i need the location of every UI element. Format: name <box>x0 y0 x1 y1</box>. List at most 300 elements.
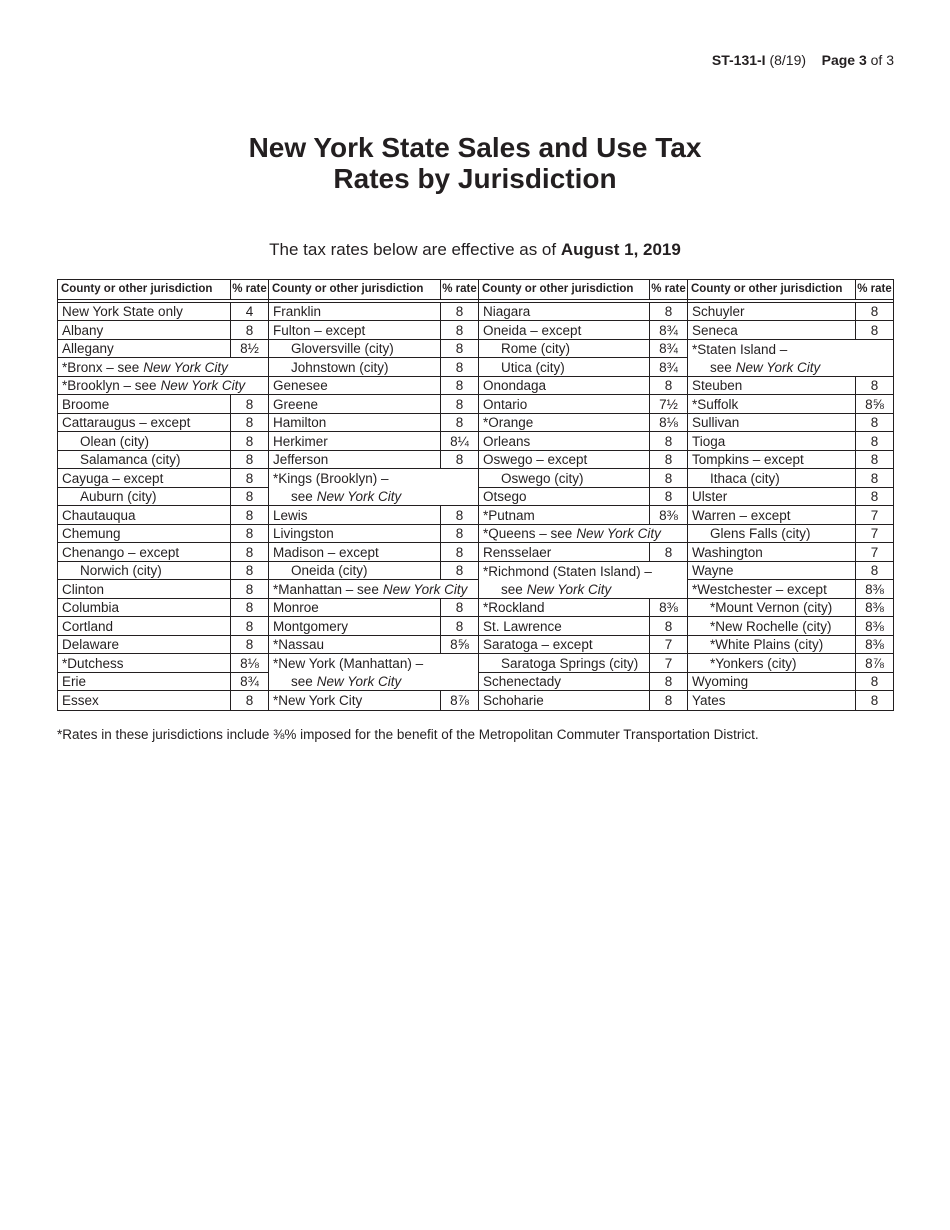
jurisdiction-name <box>58 691 230 710</box>
jurisdiction-name <box>479 636 649 654</box>
jurisdiction-label: *Dutchess <box>62 655 124 671</box>
jurisdiction-name <box>58 562 230 580</box>
jurisdiction-name <box>58 358 268 376</box>
jurisdiction-name <box>688 414 855 432</box>
title-line-1: New York State Sales and Use Tax <box>248 132 702 163</box>
rate-value: 8 <box>440 562 478 580</box>
jurisdiction-name <box>688 654 855 672</box>
table-row <box>688 358 893 377</box>
jurisdiction-label: Hamilton <box>273 415 327 431</box>
rate-value: 8 <box>230 599 268 617</box>
jurisdiction-label: *Richmond (Staten Island) – <box>483 563 652 579</box>
rate-value: 8 <box>440 303 478 321</box>
rate-value: 8 <box>649 451 687 469</box>
table-row <box>269 617 478 636</box>
jurisdiction-label: Johnstown (city) <box>291 359 389 375</box>
jurisdiction-label: *Westchester – except <box>692 581 827 597</box>
jurisdiction-name <box>479 488 649 506</box>
jurisdiction-label: see <box>710 359 732 375</box>
jurisdiction-label: Schuyler <box>692 304 745 320</box>
jurisdiction-label: Broome <box>62 396 110 412</box>
jurisdiction-name <box>269 469 478 488</box>
jurisdiction-name <box>269 654 478 673</box>
jurisdiction-name <box>269 691 440 710</box>
rate-value: 7 <box>855 525 893 543</box>
see-reference: New York City <box>316 489 402 505</box>
jurisdiction-label: Niagara <box>483 304 531 320</box>
footnote: *Rates in these jurisdictions include ⅜% imposed for the benefit of the Metropolitan Commuter Transportation District. <box>57 727 759 742</box>
table-row <box>58 377 268 396</box>
rate-value: 8⅞ <box>440 691 478 710</box>
jurisdiction-label: Clinton <box>62 581 105 597</box>
jurisdiction-label: Salamanca (city) <box>80 452 181 468</box>
jurisdiction-name <box>688 377 855 395</box>
table-row <box>58 358 268 377</box>
table-row <box>58 303 268 322</box>
jurisdiction-name <box>688 451 855 469</box>
table-row <box>479 580 687 599</box>
table-row <box>269 673 478 692</box>
table-row <box>58 691 268 710</box>
jurisdiction-label: Onondaga <box>483 378 547 394</box>
jurisdiction-label: New York State only <box>62 304 183 320</box>
table-row <box>269 395 478 414</box>
rate-value: 8 <box>440 543 478 561</box>
jurisdiction-label: *New York City <box>273 693 363 709</box>
table-row <box>688 673 893 692</box>
rate-value: 8 <box>230 321 268 339</box>
jurisdiction-name <box>688 488 855 506</box>
column-header <box>479 280 687 300</box>
table-row <box>688 636 893 655</box>
jurisdiction-name <box>58 432 230 450</box>
jurisdiction-label: Rome (city) <box>501 341 571 357</box>
rate-value: 8 <box>440 599 478 617</box>
jurisdiction-name <box>269 617 440 635</box>
rate-value: 8 <box>649 469 687 487</box>
table-row <box>479 654 687 673</box>
jurisdiction-label: *Queens – see <box>483 526 573 542</box>
page-label: Page 3 <box>821 52 867 68</box>
column-header <box>58 280 268 300</box>
jurisdiction-label: Ulster <box>692 489 728 505</box>
table-row <box>688 580 893 599</box>
see-reference: New York City <box>382 581 468 597</box>
jurisdiction-label: *Staten Island – <box>692 341 788 357</box>
jurisdiction-label: see <box>291 489 313 505</box>
table-row <box>688 543 893 562</box>
rate-value: 8 <box>855 303 893 321</box>
jurisdiction-label: Warren – except <box>692 507 791 523</box>
jurisdiction-name <box>688 432 855 450</box>
see-reference: New York City <box>576 526 661 542</box>
page-of: of 3 <box>870 52 894 68</box>
table-row <box>58 488 268 507</box>
header-jurisdiction: County or other jurisdiction <box>691 283 843 296</box>
jurisdiction-name <box>688 617 855 635</box>
header-jurisdiction: County or other jurisdiction <box>272 283 424 296</box>
table-row <box>269 691 478 710</box>
table-row <box>58 599 268 618</box>
jurisdiction-label: Seneca <box>692 322 738 338</box>
rate-value: 8¾ <box>649 358 687 376</box>
jurisdiction-name <box>58 673 230 691</box>
table-row <box>269 543 478 562</box>
rate-value: 8 <box>230 488 268 506</box>
table-row <box>58 451 268 470</box>
table-row <box>479 469 687 488</box>
jurisdiction-name <box>58 617 230 635</box>
jurisdiction-label: *Suffolk <box>692 396 739 412</box>
jurisdiction-name <box>688 673 855 691</box>
jurisdiction-name <box>58 469 230 487</box>
rate-value: 8⅜ <box>649 599 687 617</box>
jurisdiction-label: Wayne <box>692 563 734 579</box>
jurisdiction-name <box>58 303 230 321</box>
jurisdiction-label: Saratoga Springs (city) <box>501 655 639 671</box>
page-title <box>0 132 950 194</box>
table-row <box>688 654 893 673</box>
header-jurisdiction: County or other jurisdiction <box>61 283 213 296</box>
table-row <box>58 340 268 359</box>
header-rate: % rate <box>649 280 687 299</box>
rate-value: 8⅜ <box>855 636 893 654</box>
table-row <box>479 543 687 562</box>
jurisdiction-label: *Mount Vernon (city) <box>710 600 833 616</box>
table-row <box>269 414 478 433</box>
rate-value: 8 <box>440 451 478 469</box>
rate-value: 8 <box>855 673 893 691</box>
table-row <box>479 691 687 710</box>
jurisdiction-name <box>688 303 855 321</box>
rate-value: 8 <box>649 691 687 710</box>
jurisdiction-label: Washington <box>692 544 763 560</box>
jurisdiction-label: Ithaca (city) <box>710 470 780 486</box>
jurisdiction-label: *New Rochelle (city) <box>710 618 832 634</box>
jurisdiction-label: Cortland <box>62 618 114 634</box>
rate-value: 8 <box>230 395 268 413</box>
jurisdiction-name <box>58 395 230 413</box>
jurisdiction-label: Wyoming <box>692 674 749 690</box>
see-reference: New York City <box>735 359 821 375</box>
title-line-2: Rates by Jurisdiction <box>333 163 617 194</box>
table-row <box>479 488 687 507</box>
table-row <box>58 636 268 655</box>
jurisdiction-label: Gloversville (city) <box>291 341 394 357</box>
jurisdiction-label: Chautauqua <box>62 507 136 523</box>
jurisdiction-name <box>688 636 855 654</box>
jurisdiction-name <box>269 432 440 450</box>
table-row <box>688 525 893 544</box>
effective-prefix: The tax rates below are effective as of <box>269 240 557 259</box>
jurisdiction-label: Greene <box>273 396 319 412</box>
jurisdiction-name <box>479 469 649 487</box>
effective-date-line <box>0 240 950 260</box>
jurisdiction-label: see <box>501 581 523 597</box>
table-row <box>269 636 478 655</box>
jurisdiction-label: Cayuga – except <box>62 470 164 486</box>
rate-value: 8 <box>649 377 687 395</box>
rate-value: 8 <box>230 580 268 598</box>
table-row <box>269 580 478 599</box>
jurisdiction-name <box>479 432 649 450</box>
jurisdiction-name <box>269 395 440 413</box>
jurisdiction-label: Jefferson <box>273 452 329 468</box>
table-row <box>269 488 478 507</box>
table-row <box>479 414 687 433</box>
jurisdiction-label: *Bronx – see <box>62 359 140 375</box>
jurisdiction-label: Genesee <box>273 378 328 394</box>
table-row <box>269 599 478 618</box>
see-reference: New York City <box>160 378 246 394</box>
jurisdiction-name <box>269 451 440 469</box>
jurisdiction-label: Tioga <box>692 433 726 449</box>
jurisdiction-label: Essex <box>62 693 99 709</box>
jurisdiction-label: *Rockland <box>483 600 545 616</box>
jurisdiction-name <box>479 303 649 321</box>
jurisdiction-label: *Nassau <box>273 637 325 653</box>
header-rate: % rate <box>440 280 478 299</box>
see-reference: New York City <box>526 581 612 597</box>
table-row <box>58 617 268 636</box>
page-header <box>712 52 894 68</box>
table-row <box>688 414 893 433</box>
table-row <box>479 562 687 581</box>
jurisdiction-name <box>269 636 440 654</box>
jurisdiction-label: Fulton – except <box>273 322 366 338</box>
rate-value: 8 <box>230 636 268 654</box>
jurisdiction-label: Erie <box>62 674 87 690</box>
jurisdiction-name <box>479 377 649 395</box>
table-row <box>688 451 893 470</box>
table-row <box>269 654 478 673</box>
jurisdiction-label: Lewis <box>273 507 308 523</box>
jurisdiction-name <box>479 580 687 598</box>
jurisdiction-name <box>479 691 649 710</box>
jurisdiction-name <box>269 321 440 339</box>
table-row <box>479 673 687 692</box>
jurisdiction-label: Madison – except <box>273 544 379 560</box>
jurisdiction-label: Oneida (city) <box>291 563 368 579</box>
rate-value: 8 <box>230 451 268 469</box>
jurisdiction-label: Olean (city) <box>80 433 150 449</box>
table-row <box>688 617 893 636</box>
table-row <box>688 488 893 507</box>
jurisdiction-name <box>269 562 440 580</box>
jurisdiction-label: Glens Falls (city) <box>710 526 811 542</box>
jurisdiction-label: Otsego <box>483 489 527 505</box>
form-number: ST-131-I <box>711 52 766 68</box>
form-date: (8/19) <box>769 52 807 68</box>
rate-value: 7 <box>649 636 687 654</box>
rate-value: 8 <box>855 321 893 339</box>
jurisdiction-label: *Yonkers (city) <box>710 655 797 671</box>
jurisdiction-name <box>269 340 440 358</box>
rate-value: 8 <box>230 432 268 450</box>
jurisdiction-name <box>479 395 649 413</box>
table-row <box>269 451 478 470</box>
rate-value: 8 <box>440 321 478 339</box>
rate-value: 8¾ <box>649 340 687 358</box>
rate-value: 8 <box>230 543 268 561</box>
jurisdiction-label: St. Lawrence <box>483 618 562 634</box>
jurisdiction-name <box>58 321 230 339</box>
rate-value: 8 <box>230 525 268 543</box>
rate-value: 8 <box>855 414 893 432</box>
jurisdiction-name <box>58 636 230 654</box>
table-row <box>688 469 893 488</box>
jurisdiction-name <box>479 321 649 339</box>
table-row <box>479 506 687 525</box>
jurisdiction-name <box>479 451 649 469</box>
jurisdiction-name <box>269 303 440 321</box>
jurisdiction-name <box>479 654 649 672</box>
table-row <box>58 414 268 433</box>
jurisdiction-name <box>58 599 230 617</box>
rate-value: 8⅞ <box>855 654 893 672</box>
rate-value: 8 <box>440 506 478 524</box>
rate-value: 8 <box>440 340 478 358</box>
header-rate: % rate <box>855 280 893 299</box>
header-rate: % rate <box>230 280 268 299</box>
table-column-4 <box>687 280 893 710</box>
jurisdiction-label: Chenango – except <box>62 544 180 560</box>
jurisdiction-name <box>58 580 230 598</box>
jurisdiction-label: Montgomery <box>273 618 349 634</box>
table-row <box>58 525 268 544</box>
jurisdiction-label: *Manhattan – see <box>273 581 379 597</box>
rate-value: 8 <box>649 432 687 450</box>
jurisdiction-name <box>479 506 649 524</box>
column-header <box>269 280 478 300</box>
rate-value: 8 <box>855 432 893 450</box>
table-row <box>58 506 268 525</box>
table-row <box>479 432 687 451</box>
jurisdiction-label: *Orange <box>483 415 534 431</box>
rate-value: 8 <box>855 691 893 710</box>
jurisdiction-label: Monroe <box>273 600 319 616</box>
jurisdiction-name <box>269 543 440 561</box>
jurisdiction-label: *New York (Manhattan) – <box>273 656 424 672</box>
rate-value: 8 <box>649 303 687 321</box>
rate-value: 8 <box>440 377 478 395</box>
rate-value: 8 <box>649 673 687 691</box>
jurisdiction-name <box>269 506 440 524</box>
table-column-2 <box>268 280 478 710</box>
rate-value: 7 <box>855 506 893 524</box>
rate-value: 8½ <box>230 340 268 358</box>
jurisdiction-name <box>269 488 478 506</box>
table-column-1 <box>58 280 268 710</box>
jurisdiction-name <box>269 377 440 395</box>
rate-value: 8⅜ <box>855 599 893 617</box>
jurisdiction-label: see <box>291 674 313 690</box>
rate-value: 8 <box>649 543 687 561</box>
jurisdiction-name <box>688 321 855 339</box>
jurisdiction-name <box>58 377 268 395</box>
jurisdiction-name <box>688 599 855 617</box>
table-row <box>688 321 893 340</box>
jurisdiction-name <box>58 340 230 358</box>
jurisdiction-label: Livingston <box>273 526 334 542</box>
table-row <box>269 358 478 377</box>
table-row <box>688 377 893 396</box>
jurisdiction-label: Sullivan <box>692 415 740 431</box>
rate-value: 8 <box>855 488 893 506</box>
table-row <box>269 321 478 340</box>
jurisdiction-name <box>479 599 649 617</box>
jurisdiction-label: *Putnam <box>483 507 535 523</box>
table-row <box>479 599 687 618</box>
table-row <box>269 525 478 544</box>
rate-value: 8⅜ <box>855 617 893 635</box>
jurisdiction-label: Rensselaer <box>483 544 552 560</box>
jurisdiction-name <box>269 673 478 691</box>
table-row <box>269 303 478 322</box>
table-row <box>479 358 687 377</box>
jurisdiction-label: *Kings (Brooklyn) – <box>273 471 389 487</box>
rate-value: 8 <box>440 525 478 543</box>
jurisdiction-label: Schoharie <box>483 693 544 709</box>
jurisdiction-name <box>479 543 649 561</box>
jurisdiction-label: Steuben <box>692 378 743 394</box>
rate-value: 7 <box>855 543 893 561</box>
jurisdiction-name <box>688 580 855 598</box>
table-row <box>58 673 268 692</box>
table-row <box>269 469 478 488</box>
rate-value: 8⅛ <box>230 654 268 672</box>
jurisdiction-name <box>58 543 230 561</box>
rate-value: 8 <box>230 617 268 635</box>
rate-value: 7 <box>649 654 687 672</box>
rate-value: 8 <box>440 617 478 635</box>
jurisdiction-name <box>58 488 230 506</box>
rate-value: 8⅜ <box>649 506 687 524</box>
table-row <box>688 691 893 710</box>
jurisdiction-label: *Brooklyn – see <box>62 378 157 394</box>
table-row <box>479 525 687 544</box>
table-row <box>58 469 268 488</box>
table-row <box>58 321 268 340</box>
jurisdiction-label: Allegany <box>62 341 114 357</box>
table-row <box>58 654 268 673</box>
jurisdiction-name <box>688 691 855 710</box>
table-row <box>58 562 268 581</box>
jurisdiction-label: Norwich (city) <box>80 563 162 579</box>
table-row <box>58 432 268 451</box>
jurisdiction-label: Auburn (city) <box>80 489 157 505</box>
table-row <box>269 562 478 581</box>
jurisdiction-label: Oswego (city) <box>501 470 584 486</box>
jurisdiction-name <box>688 543 855 561</box>
jurisdiction-label: Oswego – except <box>483 452 588 468</box>
table-row <box>58 580 268 599</box>
jurisdiction-name <box>688 340 893 359</box>
jurisdiction-name <box>479 340 649 358</box>
jurisdiction-label: Franklin <box>273 304 322 320</box>
table-row <box>479 451 687 470</box>
jurisdiction-name <box>58 414 230 432</box>
table-row <box>479 617 687 636</box>
rate-value: 8 <box>855 469 893 487</box>
jurisdiction-label: Utica (city) <box>501 359 565 375</box>
jurisdiction-label: Tompkins – except <box>692 452 804 468</box>
table-row <box>58 543 268 562</box>
jurisdiction-label: Saratoga – except <box>483 637 593 653</box>
rate-value: 8 <box>230 562 268 580</box>
table-row <box>688 599 893 618</box>
jurisdiction-name <box>479 525 687 543</box>
